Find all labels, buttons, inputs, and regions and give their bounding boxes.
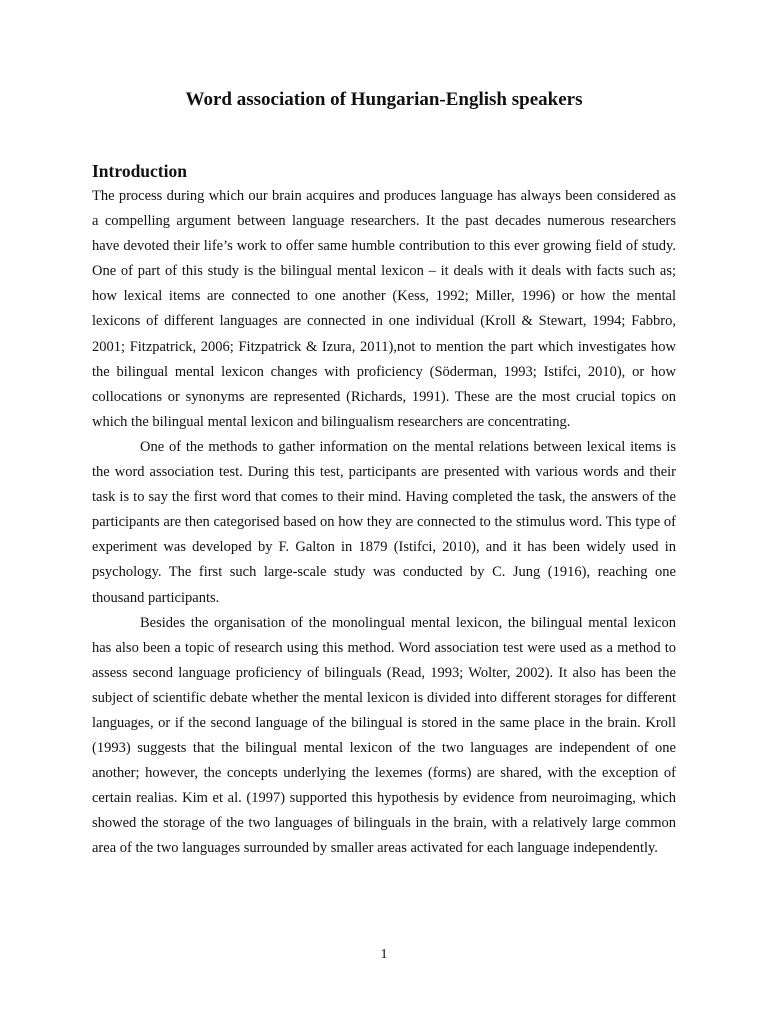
page-number: 1 [380, 947, 388, 962]
paragraph-2: One of the methods to gather information on the mental relations between lexical items is the word association test. During this test, participants are presented with various words and their task is to say the first word that comes to their mind. Having completed the task, the answers of the participants are then categorised based on how they are connected to the stimulus word. This type of experiment was developed by F. Galton in 1879 (Istifci, 2010), and it has been widely used in psychology. The first such large-scale study was conducted by C. Jung (1916), reaching one thousand participants. [92, 438, 676, 606]
paragraph-1: The process during which our brain acquires and produces language has always been considered as a compelling argument between language researchers. It the past decades numerous researchers have devoted their life’s work to offer same humble contribution to this ever growing field of study. One of part of this study is the bilingual mental lexicon – it deals with it deals with facts such as; how lexical items are connected to one another (Kess, 1992; Miller, 1996) or how the mental lexicons of different languages are connected in one individual (Kroll & Stewart, 1994; Fabbro, 2001; Fitzpatrick, 2006; Fitzpatrick & Izura, 2011),not to mention the part which investigates how the bilingual mental lexicon changes with proficiency (Söderman, 1993; Istifci, 2010), or how collocations or synonyms are represented (Richards, 1991). These are the most crucial topics on which the bilingual mental lexicon and bilingualism researchers are concentrating. [92, 188, 676, 430]
section-heading-introduction: Introduction [92, 161, 187, 181]
body-text [92, 184, 676, 862]
paragraph-3: Besides the organisation of the monolingual mental lexicon, the bilingual mental lexicon has also been a topic of research using this method. Word association test were used as a method to assess second language proficiency of bilinguals (Read, 1993; Wolter, 2002). It also has been the subject of scientific debate whether the mental lexicon is divided into different storages for different languages, or if the second language of the bilingual is stored in the same place in the brain. Kroll (1993) suggests that the bilingual mental lexicon of the two languages are independent of one another; however, the concepts underlying the lexemes (forms) are shared, with the exception of certain realias. Kim et al. (1997) supported this hypothesis by evidence from neuroimaging, which showed the storage of the two languages of bilinguals in the brain, with a relatively large common area of the two languages surrounded by smaller areas activated for each language independently. [92, 614, 676, 857]
document-title: Word association of Hungarian-English speakers [185, 89, 583, 110]
